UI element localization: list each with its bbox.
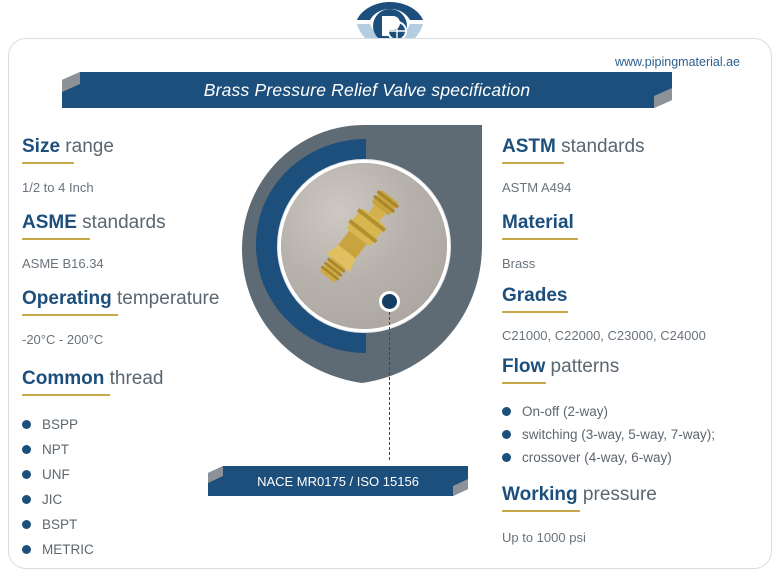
value-size-range: 1/2 to 4 Inch xyxy=(22,180,94,195)
list-item: UNF xyxy=(22,467,94,482)
heading-asme-standards: ASME standards xyxy=(22,212,166,233)
value-operating-temperature: -20°C - 200°C xyxy=(22,332,104,347)
bullet-dot-icon xyxy=(22,545,31,554)
underline-flow-patterns xyxy=(502,382,546,384)
underline-operating-temperature xyxy=(22,314,118,316)
list-item: NPT xyxy=(22,442,94,457)
title-ribbon xyxy=(62,72,672,108)
bullet-dot-icon xyxy=(22,470,31,479)
underline-asme-standards xyxy=(22,238,90,240)
flow-patterns-list xyxy=(502,404,715,473)
heading-operating-temperature: Operating temperature xyxy=(22,288,220,309)
heading-common-thread: Common thread xyxy=(22,368,164,389)
list-item: JIC xyxy=(22,492,94,507)
bullet-dot-icon xyxy=(502,430,511,439)
common-thread-list xyxy=(22,417,94,567)
underline-material xyxy=(502,238,578,240)
list-item: BSPP xyxy=(22,417,94,432)
underline-common-thread xyxy=(22,394,110,396)
value-asme-standards: ASME B16.34 xyxy=(22,256,104,271)
heading-grades: Grades xyxy=(502,285,568,306)
product-photo xyxy=(278,160,450,332)
value-material: Brass xyxy=(502,256,536,271)
value-grades: C21000, C22000, C23000, C24000 xyxy=(502,328,706,343)
underline-size-range xyxy=(22,162,74,164)
callout-marker xyxy=(379,291,400,312)
list-item: BSPT xyxy=(22,517,94,532)
list-item: crossover (4-way, 6-way) xyxy=(502,450,715,465)
value-astm-standards: ASTM A494 xyxy=(502,180,572,195)
heading-flow-patterns: Flow patterns xyxy=(502,356,620,377)
underline-grades xyxy=(502,311,568,313)
bullet-dot-icon xyxy=(502,453,511,462)
title-text: Brass Pressure Relief Valve specification xyxy=(203,79,531,100)
bullet-dot-icon xyxy=(22,445,31,454)
heading-working-pressure: Working pressure xyxy=(502,484,657,505)
heading-size-range: Size range xyxy=(22,136,114,157)
underline-working-pressure xyxy=(502,510,580,512)
bullet-dot-icon xyxy=(22,520,31,529)
heading-material: Material xyxy=(502,212,574,233)
list-item: METRIC xyxy=(22,542,94,557)
website-url[interactable]: www.pipingmaterial.ae xyxy=(614,55,740,69)
bullet-dot-icon xyxy=(22,495,31,504)
value-working-pressure: Up to 1000 psi xyxy=(502,530,586,545)
bullet-dot-icon xyxy=(22,420,31,429)
standards-ribbon xyxy=(208,466,468,496)
list-item: On-off (2-way) xyxy=(502,404,715,419)
bullet-dot-icon xyxy=(502,407,511,416)
heading-astm-standards: ASTM standards xyxy=(502,136,645,157)
list-item: switching (3-way, 5-way, 7-way); xyxy=(502,427,715,442)
standards-label: NACE MR0175 / ISO 15156 xyxy=(257,473,419,489)
underline-astm-standards xyxy=(502,162,564,164)
callout-leader-line xyxy=(389,312,391,460)
